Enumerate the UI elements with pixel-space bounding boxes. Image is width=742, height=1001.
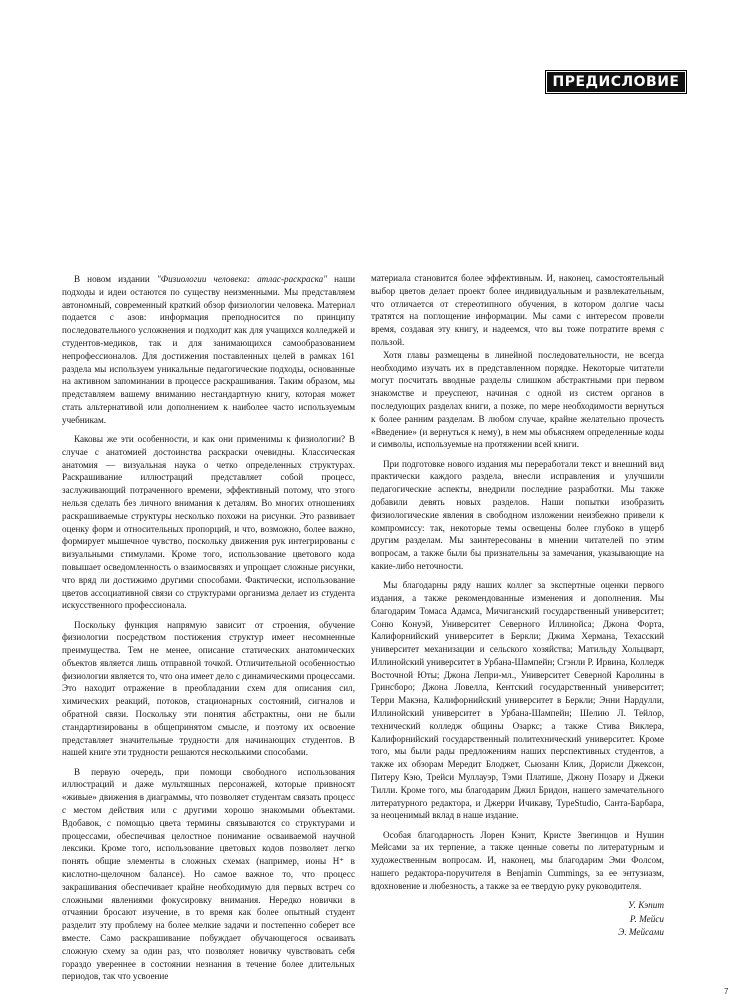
author-signatures: [520, 899, 664, 940]
page-number: 7: [724, 987, 729, 996]
section-heading: ПРЕДИСЛОВИЕ: [545, 70, 687, 94]
right-paragraph-3: При подготовке нового издания мы переработали текст и внешний вид практически каждого раздела, внесли исправления и улучшили педагогические аспекты, внедрили последние разработки. Мы также добавили девять новых разделов. Наши попытки изобразить физиологические явления в свободном изложении неизбежно привели к компромиссу: так, некоторые темы освещены более глубоко в ущерб другим разделам. Мы заинтересованы в мнении читателей по этим вопросам, а также были бы признательны за замечания, указывающие на какие-либо неточности.: [371, 458, 664, 571]
right-column: [371, 272, 664, 893]
right-paragraph-1: материала становится более эффективным. И, наконец, самостоятельный выбор цветов делает проект более индивидуальным и развлекательным, что отличается от стереотипного обучения, в котором долгие часы тратятся на поглощение информации. Мы сами с интересом провели время, создавая эту книгу, и надеемся, что вы тоже потратите время с пользой.: [371, 273, 664, 347]
right-paragraph-4: Мы благодарны ряду наших коллег за экспертные оценки первого издания, а также рекомендованные изменения и дополнения. Мы благодарим Томаса Адамса, Мичиганский государственный университет; Соню Конуэй, Университет Северного Иллинойса; Джона Форта, Калифорнийский университет в Беркли; Джима Хермана, Техасский университет механизации и сельского хозяйства; Матильду Хольцварт, Иллинойский университет в Урбана-Шампейн; Сгэнли Р. Ирвина, Колледж Восточной Юты; Джона Лепри-мл., Университет Северной Каролины в Гринсборо; Джона Ловелла, Кентский государственный университет; Терри Макэна, Калифорнийский университет в Беркли; Энни Нардулли, Иллинойский университет в Урбана-Шампейн; Шелию Л. Тейлор, технический колледж общины Озаркс; а также Стива Виклера, Калифорнийский государственный политехнический университет. Кроме того, мы были рады предложениям наших перспективных студентов, а также их обзорам Мередит Блоджет, Сьюзанн Клик, Дорисли Джексон, Питеру Кэю, Трейси Муллауэр, Тэми Платише, Джону Позару и Джеки Тилли. Кроме того, мы благодарим Джил Бридон, нашего замечательного литературного редактора, и Джерри Ичикаву, TypeStudio, Санта-Барбара, за неоценимый вклад в наше издание.: [371, 580, 664, 821]
author-signature: Р. Мейси: [629, 913, 664, 924]
left-paragraph-1-body: наши подходы и идеи остаются по существу неизменными. Мы представляем автономный, современный краткий обзор физиологии человека. Материал подается с азов: информация преподносится по принципу последовательного усложнения и подходит как для учащихся колледжей и студентов-медиков, так и для занимающихся самообразованием непрофессионалов. Для достижения поставленных целей в рамках 161 раздела мы используем уникальные педагогические подходы, основанные на активном запоминании в процессе раскрашивания. Таким образом, мы представляем вашему вниманию нестандартную книгу, которая может стать альтернативой или дополнением к наиболее часто используемым учебникам.: [62, 274, 356, 425]
left-paragraph-4: В первую очередь, при помощи свободного использования иллюстраций и даже мультяшных персонажей, которые привносят «живые» движения в диаграммы, что позволяет студентам связать процесс с местом действия или с другими хорошо знакомыми объектами. Вдобавок, с помощью цвета термины связываются со структурами и процессами, обеспечивая целостное понимание осваиваемой научной лексики. Кроме того, использование цветовых кодов позволяет легко понять общие элементы в сложных схемах (например, ионы H⁺ в кислотно-щелочном балансе). Но самое важное то, что процесс закрашивания обеспечивает крайне необходимую для первых встреч со сложными явлениями фокусировку внимания. Нередко новички в отчаянии бросают изучение, в то время как более опытный студент разделит эту проблему на более мелкие задачи и постепенно соберет все вместе. Само раскрашивание побуждает обучающегося осваивать сложную схему за один раз, что позволяет новичку чувствовать себя гораздо увереннее в состоянии незнания в течение более длительных периодов, так что усвоение: [62, 766, 355, 982]
left-paragraph-3: Поскольку функция напрямую зависит от строения, обучение физиологии посредством постижения структур имеет несомненные преимущества. Тем не менее, описание статических анатомических объектов является лишь отправной точкой. Отличительной особенностью физиологии является то, что она имеет дело с динамическими процессами. Это находит отражение в преобладании схем для описания сил, химических реакций, потоков, стационарных состояний, сигналов и обратной связи. Поскольку эти понятия абстрактны, они не были стандартизированы в общепринятом смысле, и поэтому их освоение представляет значительные трудности для начинающих студентов. В нашей книге эти трудности решаются несколькими способами.: [62, 619, 355, 758]
left-paragraph-1-lead: В новом издании: [74, 274, 157, 284]
left-column: [62, 273, 355, 983]
left-paragraph-2: Каковы же эти особенности, и как они применимы к физиологии? В случае с анатомией достоинства раскраски очевидны. Классическая анатомия — визуальная наука о четко определенных структурах. Раскрашивание иллюстраций представляет собой процесс, заслуживающий потраченного времени, эффективный потому, что этого нельзя сделать без личного внимания к деталям. Во многих отношениях раскрашиваемые структуры несколько похожи на рисунки. Это развивает оценку форм и относительных пропорций, и что, возможно, более важно, формирует мышечное чувство, поскольку движения рук интегрированы с визуальными стимулами. Кроме того, использование цветового кода повышает осведомленность о взаимосвязях и упрощает сложные рисунки, что вряд ли достижимо другими способами. Фактически, использование цветов ассоциативной связи со структурами организма делает из студента искусственного профессионала.: [62, 433, 355, 611]
right-paragraph-2: Хотя главы размещены в линейной последовательности, не всегда необходимо изучать их в представленном порядке. Некоторые читатели могут посчитать вводные разделы слишком абстрактными при первом знакомстве и преуспеют, начиная с одной из систем органов в последующих разделах книги, а позже, по мере необходимости вернуться к более ранним разделам. В любом случае, крайне желательно прочесть «Введение» (и вернуться к нему), в нем мы объясняем определенные коды и символы, используемые на протяжении всей книги.: [371, 349, 664, 450]
author-signature: У. Кэпит: [628, 900, 664, 910]
book-title: "Физиологии человека: атлас-раскраска": [156, 274, 328, 284]
right-paragraph-5: Особая благодарность Лорен Кэнит, Кристе Звегинцов и Нушин Мейсами за их терпение, а также ценные советы по литературным и художественным вопросам. И, наконец, мы благодарим Эми Фолсом, нашего редактора-поручителя в Benjamin Cummings, за ее энтузиазм, вдохновение и любезность, а также за ее твердую руку руководителя.: [371, 829, 664, 891]
author-signature: Э. Мейсами: [618, 927, 664, 937]
left-paragraph-1: [62, 273, 355, 427]
